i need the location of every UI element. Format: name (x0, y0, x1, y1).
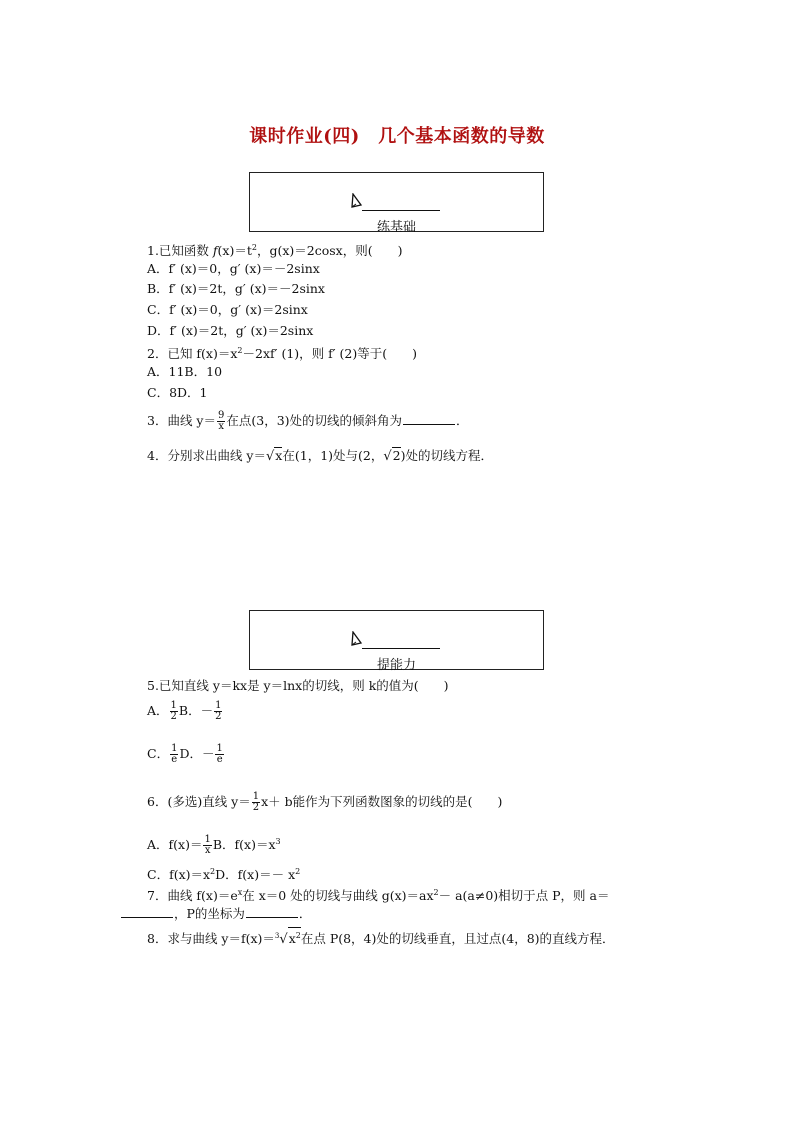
answer-blank (121, 917, 173, 918)
question-4: 4．分别求出曲线 y＝√x在(1，1)处与(2，√2)处的切线方程． (147, 448, 493, 464)
question-1-option-b: B．f′ (x)＝2t，g′ (x)＝－2sinx (147, 281, 325, 296)
section-header-advanced (249, 610, 544, 673)
question-6-options-ab: A．f(x)＝ $\frac{1}{x}$ B．$f(x)=x^3$ (147, 834, 281, 856)
question-6-options-cd: C．$f(x)=x^2D$．$f(x)=- x^2$ (147, 867, 301, 882)
pencil-icon (350, 631, 364, 647)
question-1-option-d: D．f′ (x)＝2t，g′ (x)＝2sinx (147, 323, 314, 338)
question-8: 8．求与曲线 $y=f(x)=^3√x^2$在点 P(8，4)处的切线垂直，且过点(4，8)的直线方程． (147, 927, 615, 948)
section-header-basics (249, 172, 544, 235)
page-title: 课时作业(四) 几个基本函数的导数 (249, 126, 545, 147)
question-5-options-ab: A． $\frac{1}{2}$ B．－ $\frac{1}{2}$ (147, 700, 222, 722)
question-2-options-ab: A．11B．10 (147, 364, 223, 379)
section-label: 练基础 (376, 220, 416, 235)
question-3: 3．曲线 y＝ $\frac{9}{x}$ 在点(3，3)处的切线的倾斜角为 ． (147, 410, 469, 432)
divider (362, 210, 440, 211)
question-5-options-cd: C． $\frac{1}{e}$ D．－ $\frac{1}{e}$ (147, 743, 223, 765)
question-2-stem: 2．已知 $f(x)=x^2-2xf'$ (1)，则 f′ (2)等于( ) (147, 346, 418, 361)
pencil-icon (350, 193, 364, 209)
question-5-stem: 5.已知直线 y＝kx是 y＝lnx的切线，则 k的值为( ) (147, 678, 449, 693)
question-2-options-cd: C．8D．1 (147, 385, 208, 400)
question-1-stem: 1.已知函数 $f(x)=t^2$，g(x)＝2cosx，则( ) (147, 243, 403, 258)
divider (362, 648, 440, 649)
question-1-option-c: C．f′ (x)＝0，g′ (x)＝2sinx (147, 302, 308, 317)
answer-blank (246, 917, 298, 918)
question-6-stem: 6．(多选)直线 y＝ $\frac{1}{2}$ x＋ b能作为下列函数图象的切线的是( ) (147, 791, 503, 813)
question-1-option-a: A．f′ (x)＝0，g′ (x)＝－2sinx (147, 261, 320, 276)
question-7-line-1: 7．曲线 $f(x)=e^x$在 x＝0 处的切线与曲线 $g(x)=ax^2- a(a\ne 0)$相切于点 P，则 a＝ (147, 888, 610, 903)
question-7-line-2: ，P的坐标为 ． (120, 906, 311, 922)
section-label: 提能力 (376, 658, 416, 673)
answer-blank (403, 424, 455, 425)
